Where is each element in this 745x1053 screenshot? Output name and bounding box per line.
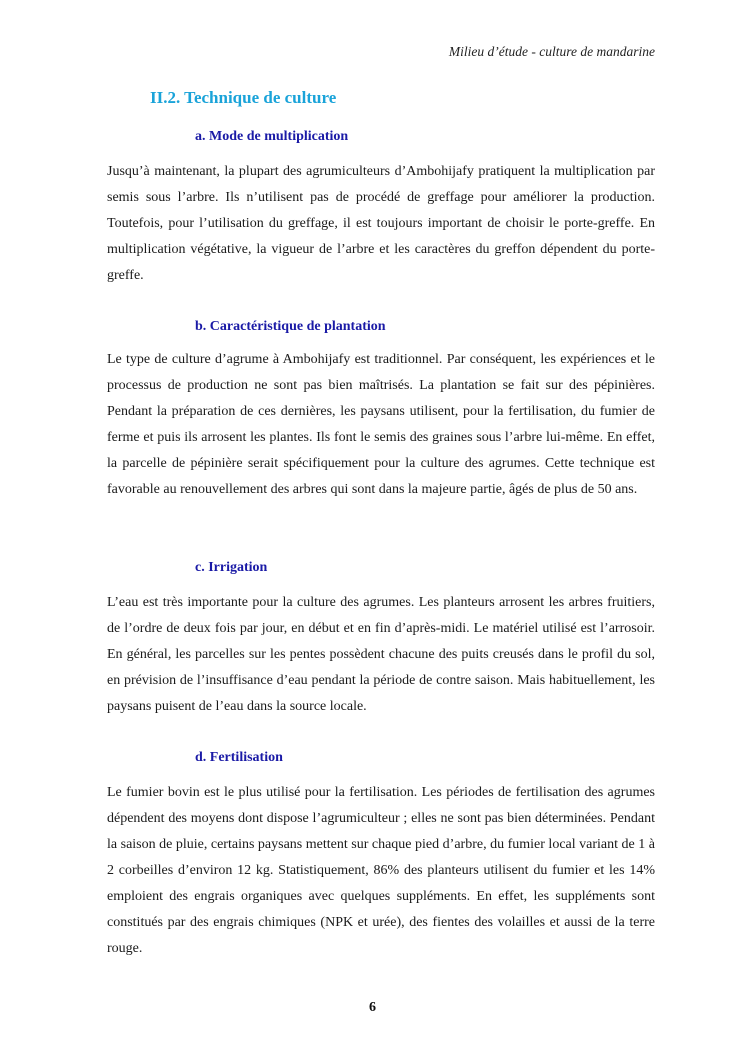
running-header: Milieu d’étude - culture de mandarine bbox=[448, 44, 655, 59]
subsection-title-multiplication: a. Mode de multiplication bbox=[195, 129, 349, 144]
paragraph-irrigation: L’eau est très importante pour la culture des agrumes. Les planteurs arrosent les arbres fruitiers, de l’ordre de deux fois par jour, en début et en fin d’après-midi. Le matériel utilisé est l’arrosoir. En général, les parcelles sur les pentes possèdent chacune des puits creusés dans le profil du sol, en prévision de l’insuffisance d’eau pendant la période de contre saison. Mais habituellement, les paysans puisent de l’eau dans la source locale. bbox=[107, 595, 655, 714]
paragraph-plantation: Le type de culture d’agrume à Ambohijafy est traditionnel. Par conséquent, les expériences et le processus de production ne sont pas bien maîtrisés. La plantation se fait sur des pépinières. Pendant la préparation de ces dernières, les paysans utilisent, pour la fertilisation, du fumier de ferme et puis ils arrosent les plantes. Ils font le semis des graines sous l’arbre lui-même. En effet, la parcelle de pépinière serait spécifiquement pour la culture des agrumes. Cette technique est favorable au renouvellement des arbres qui sont dans la majeure partie, âgés de plus de 50 ans. bbox=[107, 352, 655, 497]
subsection-title-irrigation: c. Irrigation bbox=[195, 560, 268, 575]
page-number: 6 bbox=[369, 1000, 376, 1015]
paragraph-fertilisation: Le fumier bovin est le plus utilisé pour la fertilisation. Les périodes de fertilisation des agrumes dépendent des moyens dont dispose l’agrumiculteur ; elles ne sont pas bien déterminées. Pendant la saison de pluie, certains paysans mettent sur chaque pied d’arbre, du fumier local variant de 1 à 2 corbeilles d’environ 12 kg. Statistiquement, 86% des planteurs utilisent du fumier et les 14% emploient des engrais organiques avec quelques suppléments. En effet, les suppléments sont constitués par des engrais chimiques (NPK et urée), des fientes des volailles et aussi de la terre rouge. bbox=[107, 785, 655, 956]
section-title: II.2. Technique de culture bbox=[150, 88, 337, 107]
subsection-title-plantation: b. Caractéristique de plantation bbox=[195, 319, 386, 334]
paragraph-multiplication: Jusqu’à maintenant, la plupart des agrumiculteurs d’Ambohijafy pratiquent la multiplication par semis sous l’arbre. Ils n’utilisent pas de procédé de greffage pour améliorer la production. Toutefois, pour l’utilisation du greffage, il est toujours important de choisir le porte-greffe. En multiplication végétative, la vigueur de l’arbre et les caractères du greffon dépendent du porte-greffe. bbox=[107, 164, 655, 283]
subsection-title-fertilisation: d. Fertilisation bbox=[195, 750, 283, 765]
